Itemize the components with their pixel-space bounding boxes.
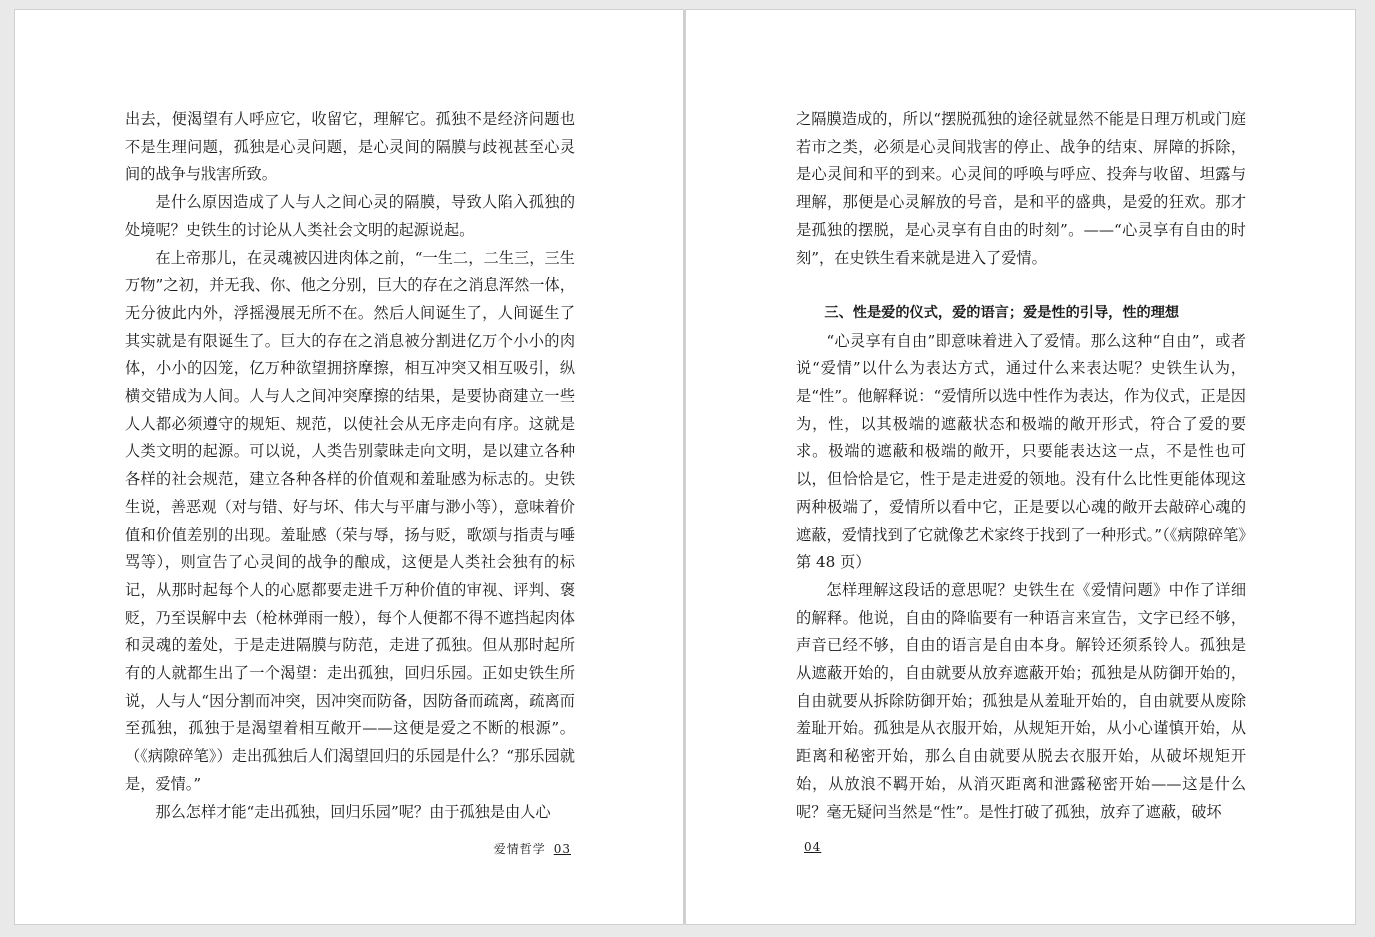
page-number: 03 [553, 842, 571, 856]
left-page-footer [494, 840, 571, 857]
paragraph: 怎样理解这段话的意思呢？史铁生在《爱情问题》中作了详细的解释。他说，自由的降临要有一种语言来宣告，文字已经不够，声音已经不够，自由的语言是自由本身。解铃还须系铃人。孤独是从遮蔽开始的，自由就要从放弃遮蔽开始；孤独是从防御开始的，自由就要从拆除防御开始；孤独是从羞耻开始的，自由就要从废除羞耻开始。孤独是从衣服开始，从规矩开始，从小心谨慎开始，从距离和秘密开始，那么自由就要从脱去衣服开始，从破坏规矩开始，从放浪不羁开始，从消灭距离和泄露秘密开始——这是什么呢？毫无疑问当然是“性”。是性打破了孤独，放弃了遮蔽，破坏 [796, 580, 1246, 821]
paragraph: 出去，便渴望有人呼应它，收留它，理解它。孤独不是经济问题也不是生理问题，孤独是心灵问题，是心灵间的隔膜与歧视甚至心灵间的战争与戕害所致。 [125, 110, 575, 184]
right-page [686, 10, 1355, 924]
page-number: 04 [804, 840, 822, 854]
paragraph: 在上帝那儿，在灵魂被囚进肉体之前，“一生二，二生三，三生万物”之初，并无我、你、他之分别，巨大的存在之消息浑然一体，无分彼此内外，浮摇漫展无所不在。然后人间诞生了，人间诞生了其实就是有限诞生了。巨大的存在之消息被分割进亿万个小小的肉体，小小的囚笼，亿万种欲望拥挤摩擦，相互冲突又相互吸引，纵横交错成为人间。人与人之间冲突摩擦的结果，是要协商建立一些人人都必须遵守的规矩、规范，以使社会从无序走向有序。这就是人类文明的起源。可以说，人类告别蒙昧走向文明，是以建立各种各样的社会规范，建立各种各样的价值观和羞耻感为标志的。史铁生说，善恶观（对与错、好与坏、伟大与平庸与渺小等），意味着价值和价值差别的出现。羞耻感（荣与辱，扬与贬，歌颂与指责与唾骂等），则宣告了心灵间的战争的酿成，这便是人类社会独有的标记，从那时起每个人的心愿都要走进千万种价值的审视、评判、褒贬，乃至误解中去（枪林弹雨一般），每个人便都不得不遮挡起肉体和灵魂的羞处，于是走进隔膜与防范，走进了孤独。但从那时起所有的人就都生出了一个渴望：走出孤独，回归乐园。正如史铁生所说，人与人“因分割而冲突，因冲突而防备，因防备而疏离，疏离而至孤独，孤独于是渴望着相互敞开——这便是爱之不断的根源”。（《病隙碎笔》）走出孤独后人们渴望回归的乐园是什么？“那乐园就是，爱情。” [125, 248, 575, 793]
section-heading: 三、性是爱的仪式，爱的语言；爱是性的引导，性的理想 [824, 304, 1180, 321]
right-page-body [796, 106, 1246, 826]
paragraph: 是什么原因造成了人与人之间心灵的隔膜，导致人陷入孤独的处境呢？史铁生的讨论从人类社会文明的起源说起。 [125, 193, 575, 239]
paragraph: “心灵享有自由”即意味着进入了爱情。那么这种“自由”，或者说“爱情”以什么为表达方式，通过什么来表达呢？史铁生认为，是“性”。他解释说：“爱情所以选中性作为表达，作为仪式，正是因为，性，以其极端的遮蔽状态和极端的敞开形式，符合了爱的要求。极端的遮蔽和极端的敞开，只要能表达这一点，不是性也可以，但恰恰是它，性于是走进爱的领地。没有什么比性更能体现这两种极端了，爱情所以看中它，正是要以心魂的敞开去敲碎心魂的遮蔽，爱情找到了它就像艺术家终于找到了一种形式。”（《病隙碎笔》第 48 页） [796, 331, 1246, 572]
paragraph: 之隔膜造成的，所以“摆脱孤独的途径就显然不能是日理万机或门庭若市之类，必须是心灵间戕害的停止、战争的结束、屏障的拆除，是心灵间和平的到来。心灵间的呼唤与呼应、投奔与收留、坦露与理解，那便是心灵解放的号音，是和平的盛典，是爱的狂欢。那才是孤独的摆脱，是心灵享有自由的时刻”。——“心灵享有自由的时刻”，在史铁生看来就是进入了爱情。 [796, 110, 1246, 267]
paragraph: 那么怎样才能“走出孤独，回归乐园”呢？由于孤独是由人心 [155, 802, 551, 821]
running-title: 爱情哲学 [493, 842, 546, 856]
left-page [15, 10, 683, 924]
left-page-body [125, 106, 575, 826]
section-spacer [796, 272, 1246, 300]
right-page-footer [804, 840, 821, 854]
